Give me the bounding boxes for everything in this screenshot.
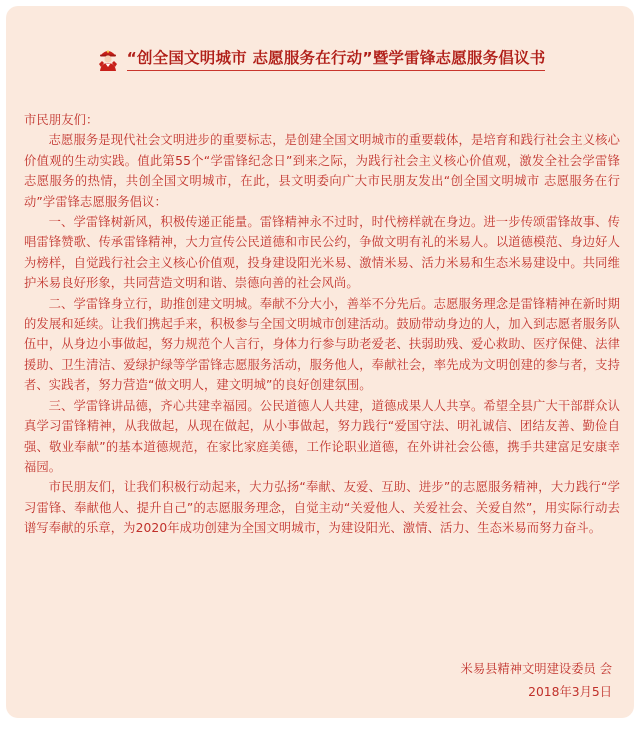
signature-date: 2018年3月5日	[528, 685, 612, 699]
letter-greeting: 市民朋友们：	[24, 113, 99, 127]
paragraph-two: 二、学雷锋身立行，助推创建文明城。奉献不分大小，善举不分先后。志愿服务理念是雷锋精神在新时期的发展和延续。让我们携起手来，积极参与全国文明城市创建活动。鼓励带动身边的人，加入到志愿者服务队伍中，从身边小事做起，努力规范个人言行，身体力行参与助老爱老、扶弱助残、爱心救助、医疗保健、法律援助、卫生清洁、爱绿护绿等学雷锋志愿服务活动，服务他人，奉献社会，率先成为文明创建的参与者，支持者、实践者，努力营造“做文明人，建文明城”的良好创建氛围。	[24, 296, 620, 393]
signature-org: 米易县精神文明建设委员 会	[460, 662, 612, 676]
signature-block	[461, 658, 612, 704]
letter-body	[24, 110, 620, 539]
paragraph-three: 三、学雷锋讲品德，齐心共建幸福园。公民道德人人共建，道德成果人人共享。希望全县广大干部群众认真学习雷锋精神，从我做起，从现在做起，从小事做起，努力践行“爱国守法、明礼诚信、团结友善、勤俭自强、敬业奉献”的基本道德规范，在家比家庭美德，工作论职业道德，在外讲社会公德，携手共建富足安康幸福园。	[24, 398, 620, 474]
paragraph-closing: 市民朋友们，让我们积极行动起来，大力弘扬“奉献、友爱、互助、进步”的志愿服务精神，大力践行“学习雷锋、奉献他人、提升自己”的志愿服务理念，自觉主动“关爱他人、关爱社会、关爱自然”，用实际行动去谱写奉献的乐章，为2020年成功创建为全国文明城市，为建设阳光、激情、活力、生态米易而努力奋斗。	[24, 480, 620, 536]
header	[6, 46, 634, 72]
proposal-card	[6, 6, 634, 718]
paragraph-intro: 志愿服务是现代社会文明进步的重要标志，是创建全国文明城市的重要载体，是培育和践行社会主义核心价值观的生动实践。值此第55个“学雷锋纪念日”到来之际，为践行社会主义核心价值观，激发全社会学雷锋志愿服务的热情，共创全国文明城市，在此，县文明委向广大市民朋友发出“创全国文明城市 志愿服务在行动”学雷锋志愿服务倡议：	[24, 133, 620, 209]
volunteer-figure-icon	[95, 46, 121, 72]
page-title: “创全国文明城市 志愿服务在行动”暨学雷锋志愿服务倡议书	[127, 47, 546, 71]
paragraph-one: 一、学雷锋树新风，积极传递正能量。雷锋精神永不过时，时代榜样就在身边。进一步传颂雷锋故事、传唱雷锋赞歌、传承雷锋精神，大力宣传公民道德和市民公约，争做文明有礼的米易人。以道德模范、身边好人为榜样，自觉践行社会主义核心价值观，投身建设阳光米易、激情米易、活力米易和生态米易建设中。共同维护米易良好形象，共同营造文明和谐、崇德向善的社会风尚。	[24, 215, 620, 291]
